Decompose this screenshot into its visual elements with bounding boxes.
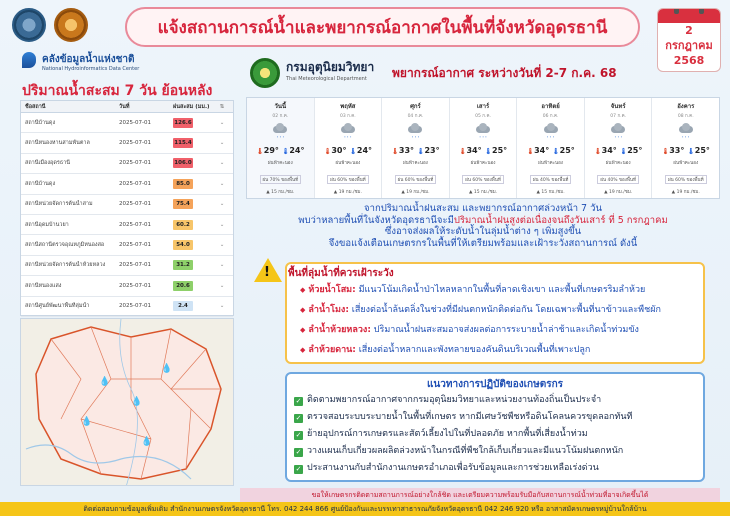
day-name: วันนี้ (274, 103, 287, 110)
station-name: สถานีหน่วยจัดการต้นน้ำสาม (25, 201, 93, 208)
checkbox-icon: ✓ (295, 397, 302, 405)
rain-marker-icon[interactable]: 💧 (131, 397, 143, 407)
day-name: จันทร์ (610, 103, 626, 110)
summary-line-3: ซึ่งอาจส่งผลให้ระดับน้ำในลุ่มน้ำต่าง ๆ เพิ่มสูงขึ้น (384, 226, 582, 237)
temp-high: 🌡 30° (324, 146, 347, 155)
basin-name: ลำน้ำโมง: (308, 305, 349, 315)
risk-item (300, 302, 661, 316)
summary-line-2 (246, 215, 720, 227)
day-temps (450, 146, 517, 155)
station-date: 2025-07-01 (119, 119, 151, 126)
station-date: 2025-07-01 (119, 140, 151, 147)
summary-line-4: จึงขอแจ้งเตือนเกษตรกรในพื้นที่ให้เตรียมพร้อมและเฝ้าระวังสถานการณ์ ดังนี้ (328, 237, 638, 249)
value-cell (173, 240, 211, 250)
nhc-name: คลังข้อมูลน้ำแห่งชาติ (42, 54, 135, 65)
day-wind-row (315, 188, 382, 195)
department-seal-icon (54, 8, 88, 42)
day-wind-row (517, 188, 584, 195)
temp-high: 🌡 34° (526, 146, 549, 155)
table-row[interactable] (21, 195, 233, 215)
day-temps (247, 146, 314, 155)
day-date: 02 ก.ค. (272, 114, 289, 119)
value-cell (173, 199, 211, 209)
wind-icon: ▲ (671, 190, 677, 195)
guide-item (294, 426, 588, 440)
day-condition: ฝนฟ้าคะนอง (267, 161, 293, 166)
forecast-day[interactable] (247, 98, 315, 198)
chevron-down-icon[interactable]: ⌄ (219, 119, 225, 126)
day-date: 07 ก.ค. (610, 114, 627, 119)
temp-low: 🌡 23° (417, 146, 440, 155)
day-date: 04 ก.ค. (407, 114, 424, 119)
table-row[interactable] (21, 154, 233, 174)
rain-value-badge: 126.6 (174, 119, 192, 126)
day-name: ศุกร์ (410, 103, 421, 110)
tmd-logo-icon (250, 58, 280, 88)
station-date: 2025-07-01 (119, 221, 151, 228)
table-row[interactable] (21, 297, 233, 317)
warning-mark: ! (264, 265, 270, 280)
risk-title: พื้นที่ลุ่มน้ำที่ควรเฝ้าระวัง (288, 268, 394, 279)
rain-marker-icon[interactable]: 💧 (81, 417, 93, 427)
rain-value-badge: 85.0 (173, 179, 193, 189)
day-wind: 19 กม./ชม. (609, 190, 633, 195)
station-name: สถานีเมืองอุดรธานี (25, 160, 71, 167)
value-cell (173, 118, 211, 128)
day-condition: ฝนฟ้าคะนอง (335, 161, 361, 166)
day-wind: 19 กม./ชม. (338, 190, 362, 195)
day-temps (652, 146, 719, 155)
day-date: 05 ก.ค. (475, 114, 491, 119)
rain-cloud-icon (474, 123, 492, 135)
contact-footer: ติดต่อสอบถามข้อมูลเพิ่มเติม สำนักงานเกษตรจังหวัดอุดรธานี โทร. 042 244 866 ศูนย์ป้องกันและบรรเทาสาธารณภัยจังหวัดอุดรธานี 042 246 920 หรือ อาสาสมัครเกษตรหมู่บ้านใกล้บ้าน (0, 502, 730, 516)
day-rain-chance: ฝน 60% ของพื้นที่ (665, 175, 707, 184)
forecast-day[interactable] (315, 98, 383, 198)
table-row[interactable] (21, 215, 233, 235)
rain-value-badge: 106.0 (174, 160, 192, 167)
table-row[interactable] (21, 133, 233, 153)
basin-risk: เสี่ยงต่อน้ำล้นตลิ่งในช่วงที่มีฝนตกหนักติดต่อกัน โดยเฉพาะพื้นที่นาข้าวและพืชผัก (348, 305, 661, 315)
station-name: สถานีอุดมบ้านวยา (25, 221, 69, 228)
table-row[interactable] (21, 256, 233, 276)
rain-cloud-icon (406, 123, 424, 135)
day-temps (517, 146, 584, 155)
checkbox-icon: ✓ (295, 448, 302, 456)
day-temps (382, 146, 449, 155)
day-rain-chance: ฝน 60% ของพื้นที่ (327, 175, 369, 184)
rain-marker-icon[interactable]: 💧 (99, 377, 111, 387)
chevron-down-icon[interactable]: ⌄ (219, 221, 225, 228)
temp-low: 🌡 25° (687, 146, 710, 155)
value-cell (173, 301, 211, 311)
chevron-down-icon[interactable]: ⌄ (219, 303, 225, 310)
day-wind-row (247, 188, 314, 195)
day-condition: ฝนฟ้าคะนอง (605, 161, 631, 166)
station-name: สถานีบ้านดุง (25, 119, 56, 126)
checkbox-icon: ✓ (295, 465, 302, 473)
day-rain-chance: ฝน 40% ของพื้นที่ (597, 175, 639, 184)
chevron-down-icon[interactable]: ⌄ (219, 201, 225, 208)
advisory-note: ขอให้เกษตรกรติดตามสถานการณ์อย่างใกล้ชิด และเตรียมความพร้อมรับมือกับสถานการณ์น้ำท่วมที่อาจเกิดขึ้นได้ (240, 488, 720, 502)
rain-value-badge: 115.4 (174, 140, 192, 147)
table-header (21, 101, 233, 113)
station-name: สถานีสถานีตรวจอุณหภูมิหนองสอ (25, 242, 105, 249)
guide-text: วางแผนเก็บเกี่ยวผลผลิตล่วงหน้าในกรณีที่พืชใกล้เก็บเกี่ยวและมีแนวโน้มฝนตกหนัก (307, 446, 624, 456)
day-wind-row (382, 188, 449, 195)
temp-high: 🌡 34° (459, 146, 482, 155)
day-condition: ฝนฟ้าคะนอง (403, 161, 428, 166)
station-name: สถานีศูนย์พัฒนาพื้นที่ลุ่มน้ำ (25, 303, 90, 310)
forecast-day[interactable] (450, 98, 518, 198)
map-svg (21, 319, 234, 486)
wind-icon: ▲ (604, 190, 609, 195)
day-date: 08 ก.ค. (677, 114, 694, 119)
day-wind: 15 กม./ชม. (271, 190, 295, 195)
summary-text (246, 203, 720, 249)
chevron-down-icon[interactable]: ⌄ (219, 242, 225, 249)
day-wind: 19 กม./ชม. (676, 190, 700, 195)
day-wind-row (450, 188, 517, 195)
rain-value-badge: 54.0 (173, 240, 193, 250)
day-wind-row (585, 188, 652, 195)
day-condition: ฝนฟ้าคะนอง (538, 161, 564, 166)
basin-name: ห้วยน้ำโสม: (308, 285, 356, 295)
temp-high: 🌡 29° (256, 146, 279, 155)
tmd-name-en: Thai Meteorological Department (286, 76, 367, 82)
rain-value-badge: 60.2 (173, 220, 193, 230)
page-title: แจ้งสถานการณ์น้ำและพยากรณ์อากาศในพื้นที่จังหวัดอุดรธานี (125, 7, 640, 47)
chevron-down-icon[interactable]: ⌄ (219, 180, 225, 187)
basin-name: ลำน้ำห้วยหลวง: (308, 325, 371, 335)
header-date: วันที่ (119, 103, 130, 110)
rain-marker-icon[interactable]: 💧 (161, 364, 173, 374)
summary-line-1: จากปริมาณน้ำฝนสะสม และพยากรณ์อากาศล่วงหน้า 7 วัน (364, 203, 602, 214)
day-wind-row (652, 188, 719, 195)
day-wind: 19 กม./ชม. (406, 190, 430, 195)
day-condition: ฝนฟ้าคะนอง (673, 161, 699, 166)
summary-line-2b: ปริมาณน้ำฝนสูงต่อเนื่องจนถึงวันเสาร์ ที่ 5 กรกฎาคม (453, 214, 668, 226)
forecast-day[interactable] (652, 98, 719, 198)
header-value: ฝนสะสม (มม.) (173, 103, 210, 110)
value-cell (173, 281, 211, 291)
station-date: 2025-07-01 (119, 303, 151, 310)
rain-value-badge: 20.6 (173, 281, 193, 291)
summary-line-2a: พบว่าหลายพื้นที่ในจังหวัดอุดรธานีจะมี (298, 214, 454, 226)
forecast-title: พยากรณ์อากาศ ระหว่างวันที่ 2-7 ก.ค. 68 (392, 66, 617, 80)
station-date: 2025-07-01 (119, 282, 151, 289)
temp-high: 🌡 34° (594, 146, 617, 155)
day-name: เสาร์ (476, 103, 490, 110)
forecast-strip (246, 97, 720, 199)
rain-cloud-icon (542, 123, 560, 135)
forecast-day[interactable] (382, 98, 450, 198)
day-wind: 15 กม./ชม. (541, 190, 565, 195)
checkbox-icon: ✓ (295, 414, 302, 422)
checkbox-icon: ✓ (295, 431, 302, 439)
station-date: 2025-07-01 (119, 262, 151, 269)
raindrops-icon: ' ' ' (479, 136, 487, 142)
wind-icon: ▲ (536, 190, 542, 195)
station-date: 2025-07-01 (119, 242, 151, 249)
calendar-icon (657, 8, 721, 72)
province-rain-map (20, 318, 234, 486)
guide-title: แนวทางการปฏิบัติของเกษตรกร (426, 379, 563, 390)
guide-text: ประสานงานกับสำนักงานเกษตรอำเภอเพื่อรับข้อมูลและการช่วยเหลือเร่งด่วน (307, 463, 599, 473)
day-condition: ฝนฟ้าคะนอง (470, 161, 496, 166)
day-name: พฤหัส (340, 103, 356, 110)
guide-item (294, 392, 601, 406)
day-temps (315, 146, 382, 155)
day-rain-chance: ฝน 40% ของพื้นที่ (530, 175, 572, 184)
sort-icon[interactable]: ⇅ (219, 103, 225, 110)
day-temps (585, 146, 652, 155)
day-name: อังคาร (677, 103, 695, 110)
value-cell (173, 260, 211, 270)
risk-item (300, 322, 639, 336)
day-rain-chance: ฝน 70% ของพื้นที่ (260, 175, 302, 184)
chevron-down-icon[interactable]: ⌄ (219, 262, 225, 269)
guide-item (294, 443, 623, 457)
government-seal-icon (12, 8, 46, 42)
guide-text: ตรวจสอบระบบระบายน้ำในพื้นที่เกษตร หากมีเศษวัชพืชหรือดินโคลนควรขุดลอกทันที (307, 412, 633, 422)
rain-value-badge: 75.4 (173, 199, 193, 209)
date-year: 2568 (673, 54, 705, 67)
rain-section-title: ปริมาณน้ำสะสม 7 วัน ย้อนหลัง (22, 83, 213, 99)
value-cell (173, 220, 211, 230)
date-month: กรกฎาคม (665, 39, 713, 52)
station-name: สถานีหนองแสง (25, 282, 62, 289)
rain-value-badge: 31.2 (173, 260, 193, 270)
table-row[interactable] (21, 174, 233, 194)
temp-low: 🌡 24° (349, 146, 372, 155)
guide-text: ย้ายอุปกรณ์การเกษตรและสัตว์เลี้ยงไปในที่ปลอดภัย หากพื้นที่เสี่ยงน้ำท่วม (307, 429, 588, 439)
chevron-down-icon[interactable]: ⌄ (219, 282, 225, 289)
guide-item (294, 409, 632, 423)
table-row[interactable] (21, 235, 233, 255)
raindrops-icon: ' ' ' (276, 136, 284, 142)
day-rain-chance: ฝน 60% ของพื้นที่ (462, 175, 504, 184)
tmd-name: กรมอุตุนิยมวิทยา (286, 60, 375, 74)
raindrops-icon: ' ' ' (411, 136, 420, 142)
wind-icon: ▲ (266, 190, 272, 195)
nhc-logo-icon (22, 52, 36, 68)
rain-cloud-icon (271, 123, 289, 135)
rain-marker-icon[interactable]: 💧 (141, 437, 153, 447)
temp-low: 🌡 25° (620, 146, 643, 155)
temp-low: 🌡 25° (484, 146, 507, 155)
station-date: 2025-07-01 (119, 201, 151, 208)
wind-icon: ▲ (468, 190, 474, 195)
station-date: 2025-07-01 (119, 180, 151, 187)
raindrops-icon: ' ' ' (682, 136, 690, 142)
day-date: 03 ก.ค. (339, 114, 356, 119)
station-name: สถานีหน่วยจัดการต้นน้ำห้วยหลวง (25, 262, 106, 269)
risk-item (300, 282, 645, 296)
guide-text: ติดตามพยากรณ์อากาศจากกรมอุตุนิยมวิทยาและหน่วยงานท้องถิ่นเป็นประจำ (307, 395, 602, 405)
value-cell (173, 138, 211, 148)
nhc-name-en: National Hydroinformatics Data Center (42, 66, 140, 72)
day-rain-chance: ฝน 60% ของพื้นที่ (395, 175, 437, 184)
raindrops-icon: ' ' ' (546, 136, 555, 142)
date-day: 2 (685, 24, 693, 37)
rain-cloud-icon (609, 123, 627, 135)
rain-value-badge: 2.4 (173, 301, 193, 311)
basin-risk: มีแนวโน้มเกิดน้ำป่าไหลหลากในพื้นที่ลาดเชิงเขา และพื้นที่เกษตรริมลำห้วย (355, 285, 646, 295)
station-date: 2025-07-01 (119, 160, 151, 167)
chevron-down-icon[interactable]: ⌄ (219, 160, 225, 167)
basin-name: ลำห้วยดาน: (308, 345, 356, 355)
temp-high: 🌡 33° (662, 146, 685, 155)
station-name: สถานีหนองหานสามพันตาล (25, 140, 90, 147)
table-row[interactable] (21, 113, 233, 133)
temp-high: 🌡 33° (391, 146, 414, 155)
temp-low: 🌡 24° (282, 146, 305, 155)
basin-risk: ปริมาณน้ำฝนสะสมอาจส่งผลต่อการระบายน้ำล่าช้าและเกิดน้ำท่วมขัง (370, 325, 639, 335)
forecast-day[interactable] (585, 98, 653, 198)
rain-cloud-icon (339, 123, 357, 135)
raindrops-icon: ' ' ' (614, 136, 622, 142)
day-name: อาทิตย์ (541, 103, 560, 110)
wind-icon: ▲ (333, 190, 339, 195)
station-name: สถานีบ้านดุง (25, 180, 56, 187)
temp-low: 🌡 25° (552, 146, 575, 155)
rain-table (20, 100, 234, 316)
rain-cloud-icon (677, 123, 695, 135)
day-date: 06 ก.ค. (542, 114, 559, 119)
value-cell (173, 179, 211, 189)
forecast-day[interactable] (517, 98, 585, 198)
value-cell (173, 158, 211, 168)
raindrops-icon: ' ' ' (344, 136, 352, 142)
day-wind: 15 กม./ชม. (473, 190, 498, 195)
guide-item (294, 460, 599, 474)
chevron-down-icon[interactable]: ⌄ (219, 140, 225, 147)
header-station: ชื่อสถานี (25, 103, 46, 110)
wind-icon: ▲ (401, 190, 407, 195)
basin-risk: เสี่ยงต่อน้ำหลากและพังทลายของคันดินบริเวณพื้นที่เพาะปลูก (355, 345, 591, 355)
risk-item (300, 342, 590, 356)
table-row[interactable] (21, 276, 233, 296)
